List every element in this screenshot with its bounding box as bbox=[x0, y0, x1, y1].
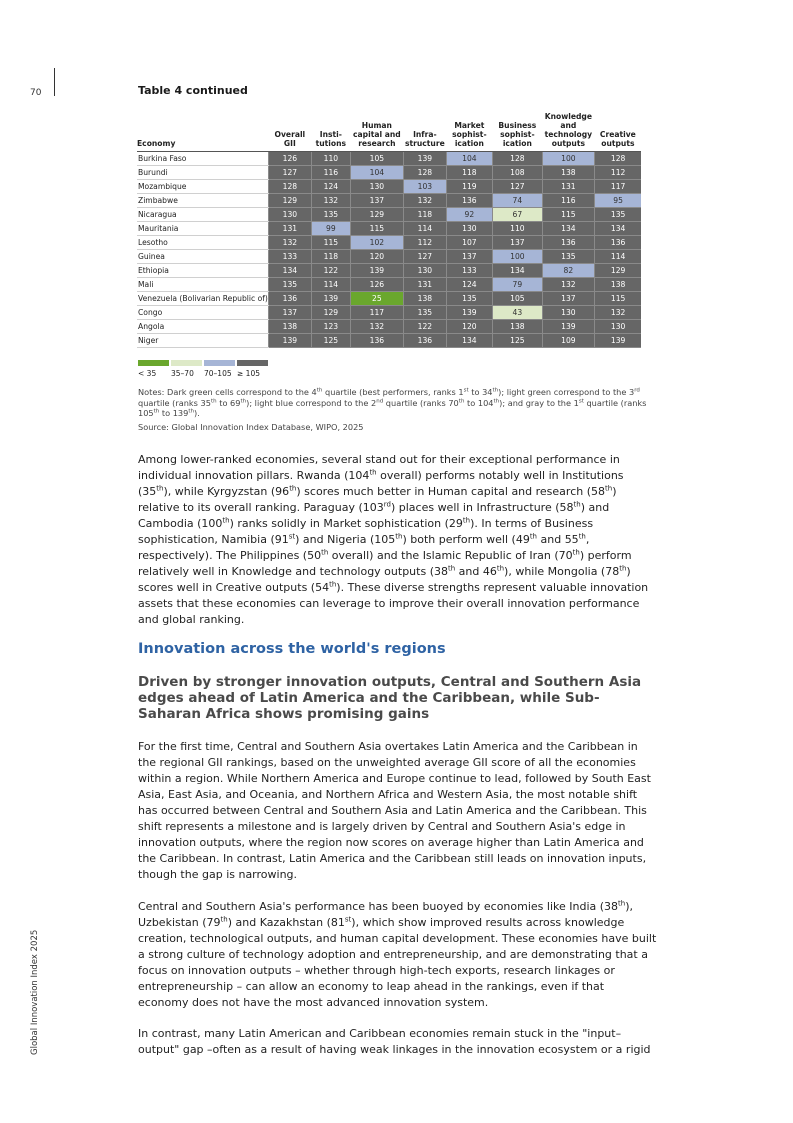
rank-cell-creative: 115 bbox=[594, 292, 641, 306]
rank-cell-institutions: 125 bbox=[311, 334, 350, 348]
economy-name: Mozambique bbox=[137, 180, 268, 194]
rank-cell-infrastructure: 135 bbox=[403, 306, 446, 320]
rank-cell-market: 133 bbox=[446, 264, 492, 278]
rank-cell-infrastructure: 114 bbox=[403, 222, 446, 236]
legend-label-q1: ≥ 105 bbox=[237, 369, 260, 378]
economy-name: Niger bbox=[137, 334, 268, 348]
page-number: 70 bbox=[30, 88, 42, 98]
rank-cell-human-capital: 132 bbox=[350, 320, 403, 334]
margin-rule bbox=[54, 68, 55, 96]
rank-cell-overall: 131 bbox=[268, 222, 311, 236]
rank-cell-human-capital: 120 bbox=[350, 250, 403, 264]
table-row bbox=[137, 334, 641, 348]
rank-cell-institutions: 122 bbox=[311, 264, 350, 278]
economy-name: Guinea bbox=[137, 250, 268, 264]
col-header-knowledge: Knowledge and technology outputs bbox=[542, 112, 594, 152]
table-row bbox=[137, 306, 641, 320]
rank-cell-knowledge: 134 bbox=[542, 222, 594, 236]
rank-cell-institutions: 110 bbox=[311, 152, 350, 166]
rank-cell-business: 125 bbox=[492, 334, 542, 348]
rank-cell-creative: 112 bbox=[594, 166, 641, 180]
table-row bbox=[137, 320, 641, 334]
rank-cell-knowledge: 136 bbox=[542, 236, 594, 250]
running-side-label: Global Innovation Index 2025 bbox=[30, 929, 40, 1055]
rank-cell-business: 43 bbox=[492, 306, 542, 320]
rank-cell-infrastructure: 136 bbox=[403, 334, 446, 348]
table-row bbox=[137, 292, 641, 306]
rank-cell-human-capital: 25 bbox=[350, 292, 403, 306]
rank-cell-knowledge: 116 bbox=[542, 194, 594, 208]
legend-label-q4: < 35 bbox=[138, 369, 157, 378]
rank-cell-overall: 135 bbox=[268, 278, 311, 292]
rank-cell-institutions: 124 bbox=[311, 180, 350, 194]
rank-cell-business: 134 bbox=[492, 264, 542, 278]
rank-cell-business: 105 bbox=[492, 292, 542, 306]
rank-cell-knowledge: 139 bbox=[542, 320, 594, 334]
col-header-business: Business sophist- ication bbox=[492, 112, 542, 152]
rank-cell-overall: 127 bbox=[268, 166, 311, 180]
rank-cell-business: 74 bbox=[492, 194, 542, 208]
rank-cell-market: 124 bbox=[446, 278, 492, 292]
col-header-overall: Overall GII bbox=[268, 112, 311, 152]
rank-cell-market: 135 bbox=[446, 292, 492, 306]
table-row bbox=[137, 180, 641, 194]
economy-name: Mali bbox=[137, 278, 268, 292]
rank-cell-market: 136 bbox=[446, 194, 492, 208]
rank-cell-knowledge: 137 bbox=[542, 292, 594, 306]
rank-cell-institutions: 118 bbox=[311, 250, 350, 264]
legend-swatch-q3 bbox=[171, 360, 202, 366]
rank-cell-business: 127 bbox=[492, 180, 542, 194]
rank-cell-creative: 114 bbox=[594, 250, 641, 264]
rank-cell-creative: 132 bbox=[594, 306, 641, 320]
table-row bbox=[137, 236, 641, 250]
body-paragraph-3: Central and Southern Asia's performance has been buoyed by economies like India (38th), Uzbekistan (79th) and Kazakhstan (81st), which show improved results across knowledge creation, technological outputs, and human capital development. These economies have built a strong culture of technology adoption and entrepreneurship, and are demonstrating that a focus on innovation outputs – whether through high-tech exports, research linkages or entrepreneurship – can allow an economy to leap ahead in the rankings, even if that economy does not have the most advanced innovation system. bbox=[138, 899, 657, 1009]
economy-name: Venezuela (Bolivarian Republic of) bbox=[137, 292, 268, 306]
rank-cell-overall: 134 bbox=[268, 264, 311, 278]
rank-cell-business: 108 bbox=[492, 166, 542, 180]
rank-cell-market: 120 bbox=[446, 320, 492, 334]
rank-cell-human-capital: 102 bbox=[350, 236, 403, 250]
table-body bbox=[137, 152, 641, 348]
rank-cell-market: 130 bbox=[446, 222, 492, 236]
rank-cell-creative: 138 bbox=[594, 278, 641, 292]
rank-cell-knowledge: 138 bbox=[542, 166, 594, 180]
rank-cell-creative: 136 bbox=[594, 236, 641, 250]
rank-cell-creative: 135 bbox=[594, 208, 641, 222]
rank-cell-knowledge: 109 bbox=[542, 334, 594, 348]
table-row bbox=[137, 194, 641, 208]
rank-cell-infrastructure: 131 bbox=[403, 278, 446, 292]
rank-cell-infrastructure: 103 bbox=[403, 180, 446, 194]
rank-cell-business: 100 bbox=[492, 250, 542, 264]
col-header-economy: Economy bbox=[137, 112, 268, 152]
rank-cell-human-capital: 130 bbox=[350, 180, 403, 194]
rank-cell-market: 139 bbox=[446, 306, 492, 320]
table-row bbox=[137, 222, 641, 236]
body-paragraph-1: Among lower-ranked economies, several stand out for their exceptional performance in individual innovation pillars. Rwanda (104th overall) performs notably well in Institutions (35th), while Kyrgyzstan (96th) scores much better in Human capital and research (58th) relative to its overall ranking. Paraguay (103rd) places well in Infrastructure (58th) and Cambodia (100th) ranks solidly in Market sophistication (29th). In terms of Business sophistication, Namibia (91st) and Nigeria (105th) both perform well (49th and 55th, respectively). The Philippines (50th overall) and the Islamic Republic of Iran (70th) perform relatively well in Knowledge and technology outputs (38th and 46th), while Mongolia (78th) scores well in Creative outputs (54th). These diverse strengths represent valuable innovation assets that these economies can leverage to improve their overall innovation performance and global ranking. bbox=[138, 453, 649, 626]
legend-swatch-q1 bbox=[237, 360, 268, 366]
table-row bbox=[137, 278, 641, 292]
legend-swatch-q2 bbox=[204, 360, 235, 366]
rank-cell-market: 107 bbox=[446, 236, 492, 250]
rank-cell-knowledge: 130 bbox=[542, 306, 594, 320]
rank-cell-market: 137 bbox=[446, 250, 492, 264]
economy-name: Zimbabwe bbox=[137, 194, 268, 208]
rank-cell-overall: 137 bbox=[268, 306, 311, 320]
economy-name: Burundi bbox=[137, 166, 268, 180]
rank-cell-business: 128 bbox=[492, 152, 542, 166]
rank-cell-overall: 126 bbox=[268, 152, 311, 166]
rank-cell-creative: 129 bbox=[594, 264, 641, 278]
rank-cell-institutions: 129 bbox=[311, 306, 350, 320]
economy-name: Burkina Faso bbox=[137, 152, 268, 166]
rank-cell-infrastructure: 138 bbox=[403, 292, 446, 306]
rank-cell-creative: 130 bbox=[594, 320, 641, 334]
economy-name: Nicaragua bbox=[137, 208, 268, 222]
rank-cell-infrastructure: 130 bbox=[403, 264, 446, 278]
rank-cell-knowledge: 100 bbox=[542, 152, 594, 166]
legend-label-q2: 70–105 bbox=[204, 369, 232, 378]
body-paragraph-4: In contrast, many Latin American and Caribbean economies remain stuck in the "input–output" gap –often as a result of having weak linkages in the innovation ecosystem or a rigid bbox=[138, 1027, 651, 1056]
rank-cell-market: 118 bbox=[446, 166, 492, 180]
table-notes: Notes: Dark green cells correspond to the 4th quartile (best performers, ranks 1st to 34th); light green correspond to the 3rd quartile (ranks 35th to 69th); light blue correspond to the 2nd quartile (ranks 70th to 104th); and gray to the 1st quartile (ranks 105th to 139th). bbox=[138, 387, 647, 418]
rank-cell-overall: 132 bbox=[268, 236, 311, 250]
rank-cell-market: 134 bbox=[446, 334, 492, 348]
rank-cell-institutions: 114 bbox=[311, 278, 350, 292]
rank-cell-infrastructure: 122 bbox=[403, 320, 446, 334]
rank-cell-institutions: 139 bbox=[311, 292, 350, 306]
rank-cell-creative: 139 bbox=[594, 334, 641, 348]
rank-cell-infrastructure: 118 bbox=[403, 208, 446, 222]
table-source: Source: Global Innovation Index Database, WIPO, 2025 bbox=[138, 422, 364, 432]
rank-cell-institutions: 115 bbox=[311, 236, 350, 250]
rank-cell-human-capital: 105 bbox=[350, 152, 403, 166]
legend-swatch-q4 bbox=[138, 360, 169, 366]
rank-cell-knowledge: 132 bbox=[542, 278, 594, 292]
rank-cell-market: 104 bbox=[446, 152, 492, 166]
rank-cell-infrastructure: 139 bbox=[403, 152, 446, 166]
economy-name: Mauritania bbox=[137, 222, 268, 236]
rank-cell-infrastructure: 128 bbox=[403, 166, 446, 180]
rank-cell-infrastructure: 112 bbox=[403, 236, 446, 250]
rank-cell-overall: 133 bbox=[268, 250, 311, 264]
rank-cell-business: 79 bbox=[492, 278, 542, 292]
rank-cell-business: 67 bbox=[492, 208, 542, 222]
economy-name: Ethiopia bbox=[137, 264, 268, 278]
rank-cell-human-capital: 137 bbox=[350, 194, 403, 208]
rank-cell-human-capital: 104 bbox=[350, 166, 403, 180]
rank-cell-knowledge: 115 bbox=[542, 208, 594, 222]
rank-cell-human-capital: 126 bbox=[350, 278, 403, 292]
section-subheading: Driven by stronger innovation outputs, Central and Southern Asia edges ahead of Latin America and the Caribbean, while Sub-Saharan Africa shows promising gains bbox=[138, 674, 642, 722]
rank-cell-institutions: 123 bbox=[311, 320, 350, 334]
rank-cell-business: 137 bbox=[492, 236, 542, 250]
economy-name: Angola bbox=[137, 320, 268, 334]
rank-cell-infrastructure: 132 bbox=[403, 194, 446, 208]
rank-cell-overall: 136 bbox=[268, 292, 311, 306]
section-heading: Innovation across the world's regions bbox=[138, 641, 446, 657]
table-row bbox=[137, 152, 641, 166]
col-header-creative: Creative outputs bbox=[594, 112, 641, 152]
rank-cell-human-capital: 115 bbox=[350, 222, 403, 236]
table-row bbox=[137, 250, 641, 264]
rank-cell-creative: 134 bbox=[594, 222, 641, 236]
rank-cell-human-capital: 129 bbox=[350, 208, 403, 222]
rank-cell-human-capital: 117 bbox=[350, 306, 403, 320]
economy-name: Lesotho bbox=[137, 236, 268, 250]
legend-label-q3: 35–70 bbox=[171, 369, 194, 378]
rank-cell-overall: 130 bbox=[268, 208, 311, 222]
rank-cell-overall: 128 bbox=[268, 180, 311, 194]
rank-cell-business: 110 bbox=[492, 222, 542, 236]
rank-cell-market: 92 bbox=[446, 208, 492, 222]
rank-cell-infrastructure: 127 bbox=[403, 250, 446, 264]
col-header-market: Market sophist- ication bbox=[446, 112, 492, 152]
rank-cell-knowledge: 131 bbox=[542, 180, 594, 194]
table-title: Table 4 continued bbox=[138, 84, 248, 97]
rank-cell-institutions: 135 bbox=[311, 208, 350, 222]
rank-cell-institutions: 116 bbox=[311, 166, 350, 180]
col-header-infrastructure: Infra- structure bbox=[403, 112, 446, 152]
col-header-institutions: Insti- tutions bbox=[311, 112, 350, 152]
rank-cell-human-capital: 139 bbox=[350, 264, 403, 278]
rank-cell-creative: 128 bbox=[594, 152, 641, 166]
rank-cell-human-capital: 136 bbox=[350, 334, 403, 348]
rank-cell-overall: 138 bbox=[268, 320, 311, 334]
rank-cell-overall: 129 bbox=[268, 194, 311, 208]
economy-name: Congo bbox=[137, 306, 268, 320]
rank-cell-business: 138 bbox=[492, 320, 542, 334]
rank-cell-knowledge: 135 bbox=[542, 250, 594, 264]
rank-cell-creative: 117 bbox=[594, 180, 641, 194]
rank-cell-knowledge: 82 bbox=[542, 264, 594, 278]
gii-rank-table bbox=[137, 112, 641, 348]
rank-cell-institutions: 132 bbox=[311, 194, 350, 208]
table-row bbox=[137, 264, 641, 278]
rank-cell-institutions: 99 bbox=[311, 222, 350, 236]
table-row bbox=[137, 208, 641, 222]
rank-cell-market: 119 bbox=[446, 180, 492, 194]
table-header-row bbox=[137, 112, 641, 152]
rank-cell-creative: 95 bbox=[594, 194, 641, 208]
rank-cell-overall: 139 bbox=[268, 334, 311, 348]
table-row bbox=[137, 166, 641, 180]
body-paragraph-2: For the first time, Central and Southern Asia overtakes Latin America and the Caribbean in the regional GII rankings, based on the unweighted average GII score of all the economies within a region. While Northern America and Europe continue to lead, followed by South East Asia, East Asia, and Oceania, and Northern Africa and Western Asia, the most notable shift has occurred between Central and Southern Asia and Latin America and the Caribbean. This shift represents a milestone and is largely driven by Central and Southern Asia's edge in innovation outputs, where the region now scores on average higher than Latin America and the Caribbean. In contrast, Latin America and the Caribbean still leads on innovation inputs, though the gap is narrowing. bbox=[138, 740, 651, 881]
col-header-human-capital: Human capital and research bbox=[350, 112, 403, 152]
